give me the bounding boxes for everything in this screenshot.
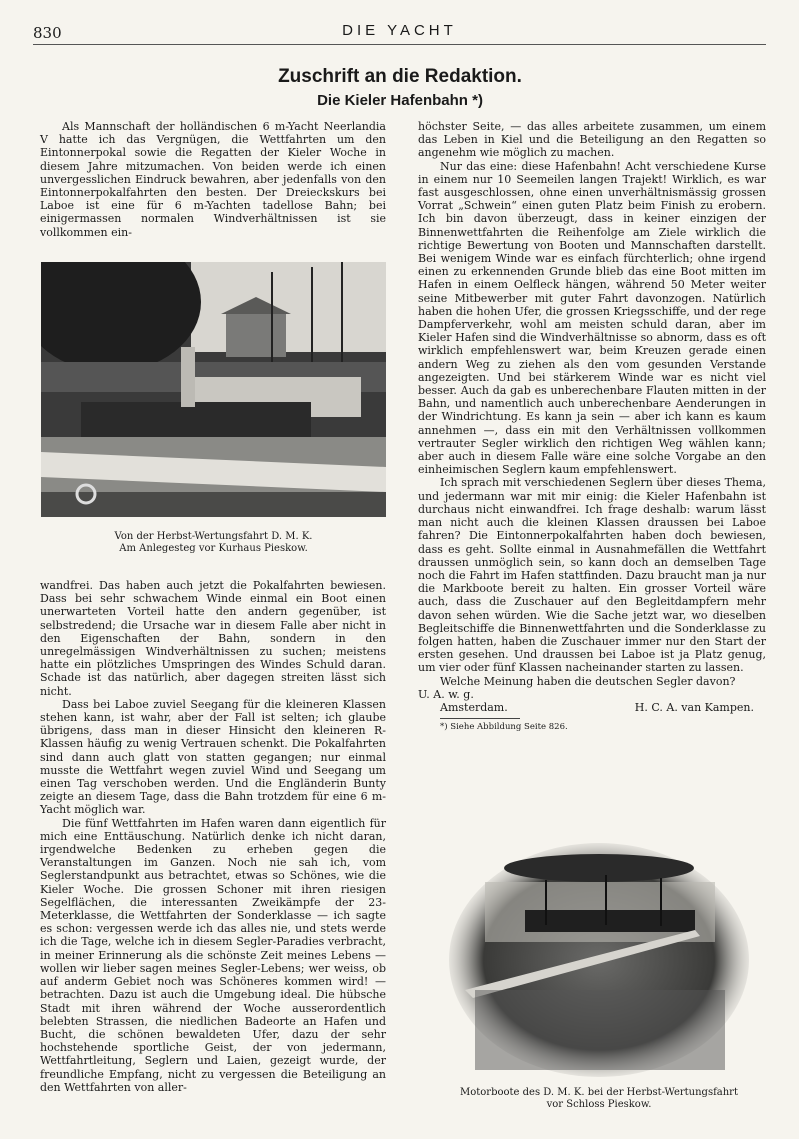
figure-caption-2 — [445, 1087, 753, 1111]
footnote-rule — [440, 718, 520, 719]
footnote: *) Siehe Abbildung Seite 826. — [440, 722, 568, 733]
photo-landing-stage — [41, 262, 386, 517]
paragraph: Ich sprach mit verschiedenen Seglern über dieses Thema, und jedermann war mit mir einig: die Kieler Hafenbahn ist durchaus nicht einwandfrei. Ich frage deshalb: warum lässt man nicht auch die kleinen Klassen draussen bei Laboe fahren? Die Eintonnerpokalfahrten haben doch bewiesen, dass es geht. Sollte einmal in Ausnahmefällen die Wettfahrt draussen unmöglich sein, so kann doch an demselben Tage noch die Fahrt im Hafen stattfinden. Dazu braucht man ja nur die Markboote bereit zu halten. Ein grosser Vorteil wäre auch, dass die Zuschauer auf den Begleitdampfern mehr davon sehen würden. Wie die Sache jetzt war, wo dieselben Begleitschiffe die Binnenwettfahrten und die Sonderklasse zu folgen hatten, haben die Zuschauer immer nur den Start der ersten gesehen. Und draussen bei Laboe ist ja Platz genug, um vier oder fünf Klassen nacheinander starten zu lassen. — [418, 476, 766, 675]
paragraph: Als Mannschaft der holländischen 6 m-Yacht Neerlandia V hatte ich das Vergnügen, die Wettfahrten um den Eintonnerpokal sowie die Regatten der Kieler Woche in diesem Jahre mitzumachen. Von beiden werde ich einen unvergesslichen Eindruck bewahren, aber jedenfalls von den Eintonnerpokalfahrten den besten. Der Dreieckskurs bei Laboe ist eine für 6 m-Yachten tadellose Bahn; bei einigermassen normalen Windverhältnissen ist sie vollkommen ein- — [40, 120, 386, 239]
article-subtitle: Die Kieler Hafenbahn *) — [317, 92, 483, 109]
place: Amsterdam. — [440, 700, 508, 714]
caption-line: Am Anlegesteg vor Kurhaus Pieskow. — [119, 543, 308, 554]
photo-motorboats — [445, 840, 753, 1080]
caption-line: Motorboote des D. M. K. bei der Herbst-Wertungsfahrt — [460, 1087, 738, 1098]
paragraph: Die fünf Wettfahrten im Hafen waren dann eigentlich für mich eine Enttäuschung. Natürlich denke ich nicht daran, irgendwelche Bedenken zu erheben gegen die Veranstaltungen im Ganzen. Noch nie sah ich, vom Seglerstandpunkt aus betrachtet, etwas so Schönes, wie die Kieler Woche. Die grossen Schoner mit ihren riesigen Segelflächen, die interessanten Zweikämpfe der 23-Meterklasse, die Wettfahrten der Sonderklasse — ich sagte es schon: vergessen werde ich das alles nie, und stets werde ich die Tage, welche ich in diesem Segler-Paradies verbracht, in meiner Erinnerung als die schönste Zeit meines Lebens — wollen wir lieber sagen meines Segler-Lebens; wer weiss, ob auf anderm Gebiet noch was Schöneres kommen wird! — betrachten. Dazu ist auch die Umgebung ideal. Die hübsche Stadt mit ihren während der Woche ausserordentlich belebten Strassen, die niedlichen Badeorte an Hafen und Bucht, die schönen bewaldeten Ufer, dazu der sehr hochstehende sportliche Geist, der von jedermann, Wettfahrtleitung, Seglern und Laien, gezeigt wurde, der freundliche Empfang, nicht zu vergessen die Beteiligung an den Wettfahrten von aller- — [40, 816, 386, 1094]
author: H. C. A. van Kampen. — [634, 700, 754, 714]
article-title: Zuschrift an die Redaktion. — [278, 66, 522, 87]
signature-line — [418, 701, 766, 714]
paragraph: Nur das eine: diese Hafenbahn! Acht verschiedene Kurse in einem nur 10 Seemeilen langen Trajekt! Wirklich, es war fast ausgeschlossen, ohne einen unverhältnismässig grossen Vorrat „Schwein“ einen guten Platz beim Finish zu erobern. Ich bin davon überzeugt, dass in keiner einzigen der Binnenwettfahrten die Reihenfolge am Ziele wirklich die richtige Bewertung von Booten und Mannschaften darstellt. Bei wenigem Winde war es einfach fürchterlich; ohne irgend einen zu erkennenden Grunde blieb das eine Boot mitten im Hafen in einem Oelfleck hängen, während 50 Meter weiter seine Mitbewerber mit guter Fahrt davonzogen. Natürlich haben die hohen Ufer, die grossen Kriegsschiffe, und der rege Dampferverkehr, wohl am meisten schuld daran, aber im Kieler Hafen sind die Windverhältnisse so abnorm, dass es oft wirklich empfehlenswert war, beim Kreuzen gerade einen andern Weg zu ziehen als den vom gesunden Verstande angezeigten. Und bei stärkerem Winde war es nicht viel besser. Auch da gab es unberechenbare Flauten mitten in der Bahn, und namentlich auch unberechenbare Aenderungen in der Windrichtung. Es kann ja sein — aber ich kann es kaum annehmen —, dass ein mit den Verhältnissen vollkommen vertrauter Segler wirklich den richtigen Weg wählen kann; aber auch in diesem Falle wäre eine solche Vorgabe an den einheimischen Seglern kaum empfehlenswert. — [418, 159, 766, 477]
caption-line: vor Schloss Pieskow. — [546, 1099, 652, 1110]
figure-caption-1 — [41, 531, 386, 555]
caption-line: Von der Herbst-Wertungsfahrt D. M. K. — [114, 531, 313, 542]
paragraph: Dass bei Laboe zuviel Seegang für die kleineren Klassen stehen kann, ist wahr, aber der Fall ist selten; ich glaube übrigens, dass man in dieser Hinsicht den kleineren R-Klassen häufig zu wenig Vertrauen schenkt. Die Pokalfahrten sind dann auch glatt von statten gegangen; nur einmal musste die Wettfahrt wegen zuviel Wind und Seegang um einen Tag verschoben werden. Und die Engländerin Bunty zeigte an diesem Tage, dass die Bahn trotzdem für eine 6 m-Yacht möglich war. — [40, 697, 386, 817]
left-column-top — [40, 120, 386, 239]
left-column-bottom — [40, 579, 386, 1094]
page-number: 830 — [33, 24, 62, 42]
paragraph: höchster Seite, — das alles arbeitete zusammen, um einem das Leben in Kiel und die Beteiligung an den Regatten so angenehm wie möglich zu machen. — [418, 120, 766, 160]
right-column — [418, 120, 766, 734]
running-title: DIE YACHT — [342, 22, 457, 39]
paragraph: Welche Meinung haben die deutschen Segler davon? — [440, 674, 736, 688]
closing-line: U. A. w. g. — [418, 687, 474, 701]
header-rule — [33, 44, 766, 45]
paragraph: wandfrei. Das haben auch jetzt die Pokalfahrten bewiesen. Dass bei sehr schwachem Winde einmal ein Boot einen unerwarteten Vorteil hatte den andern gegenüber, ist selbstredend; die Ursache war in diesem Falle aber nicht in den Eigenschaften der Bahn, sondern in den unregelmässigen Windverhältnissen zu suchen; meistens hatte ein plötzliches Umspringen des Windes Schuld daran. Schade ist das natürlich, aber dagegen streiten lässt sich nicht. — [40, 579, 386, 698]
